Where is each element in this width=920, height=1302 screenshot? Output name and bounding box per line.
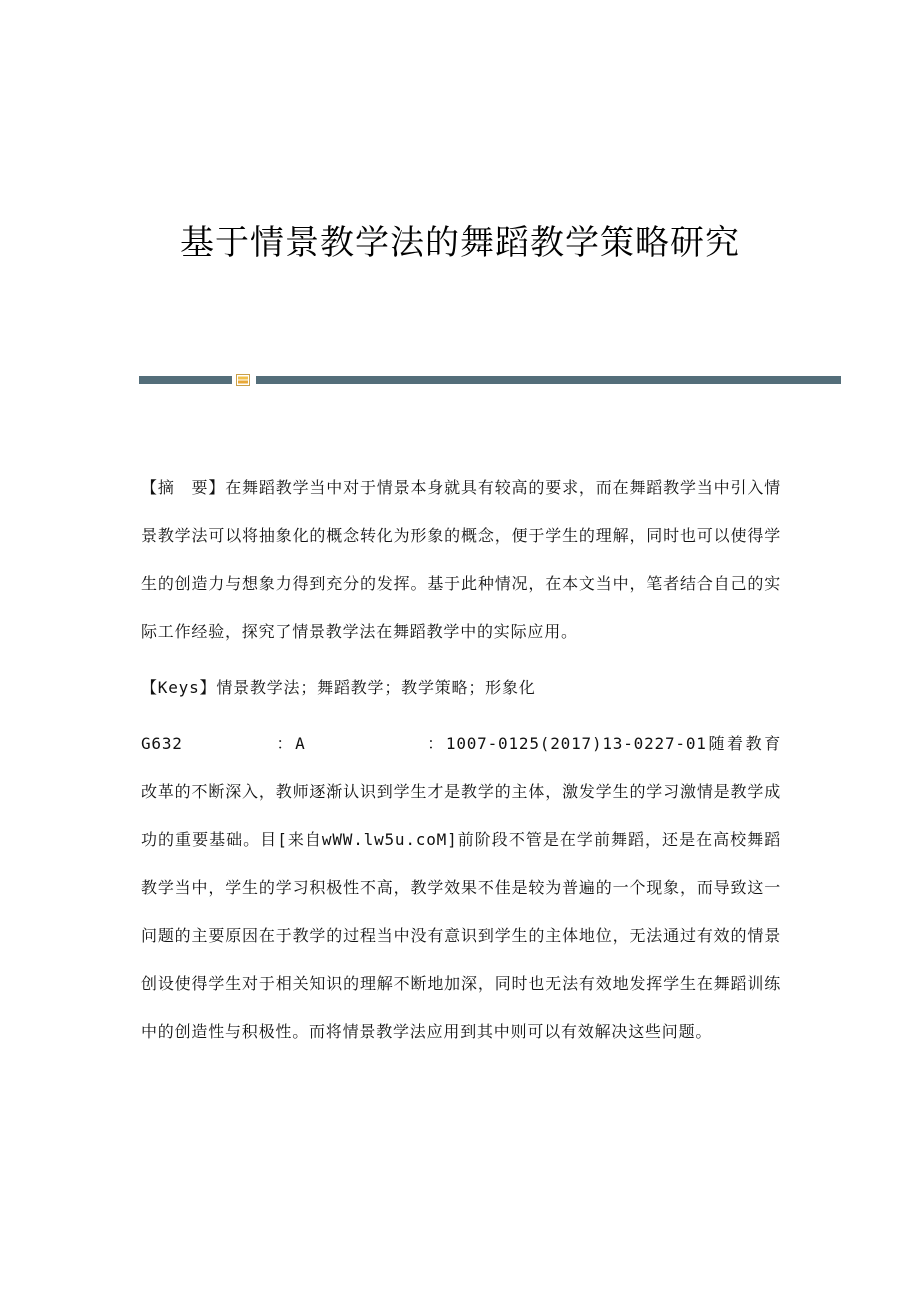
folded-note-icon [236,374,250,386]
divider-bar-left [139,376,232,384]
body-paragraph [141,720,781,1056]
keywords-label: 【Keys】 [141,678,217,697]
title-divider [139,374,841,386]
keywords-text: 情景教学法；舞蹈教学；教学策略；形象化 [216,678,536,697]
abstract-label: 【摘 要】 [141,478,226,497]
body-text: 随着教育改革的不断深入，教师逐渐认识到学生才是教学的主体，激发学生的学习激情是教学成功的重要基础。目[来自wWW.lw5u.coM]前阶段不管是在学前舞蹈，还是在高校舞蹈教学当中，学生的学习积极性不高，教学效果不佳是较为普遍的一个现象，而导致这一问题的主要原因在于教学的过程当中没有意识到学生的主体地位，无法通过有效的情景创设使得学生对于相关知识的理解不断地加深，同时也无法有效地发挥学生在舞蹈训练中的创造性与积极性。而将情景教学法应用到其中则可以有效解决这些问题。 [141,734,782,1041]
clc-number: G632 [141,734,183,753]
abstract-paragraph [141,464,781,656]
article-number: ：1007-0125(2017)13-0227-01 [425,734,707,753]
keywords-paragraph [141,664,781,712]
page-title: 基于情景教学法的舞蹈教学策略研究 [180,223,740,263]
divider-bar-right [256,376,841,384]
document-code: ：A [274,734,306,753]
article-body [141,464,781,1064]
abstract-text: 在舞蹈教学当中对于情景本身就具有较高的要求，而在舞蹈教学当中引入情景教学法可以将抽象化的概念转化为形象的概念，便于学生的理解，同时也可以使得学生的创造力与想象力得到充分的发挥。基于此种情况，在本文当中，笔者结合自己的实际工作经验，探究了情景教学法在舞蹈教学中的实际应用。 [141,478,781,641]
